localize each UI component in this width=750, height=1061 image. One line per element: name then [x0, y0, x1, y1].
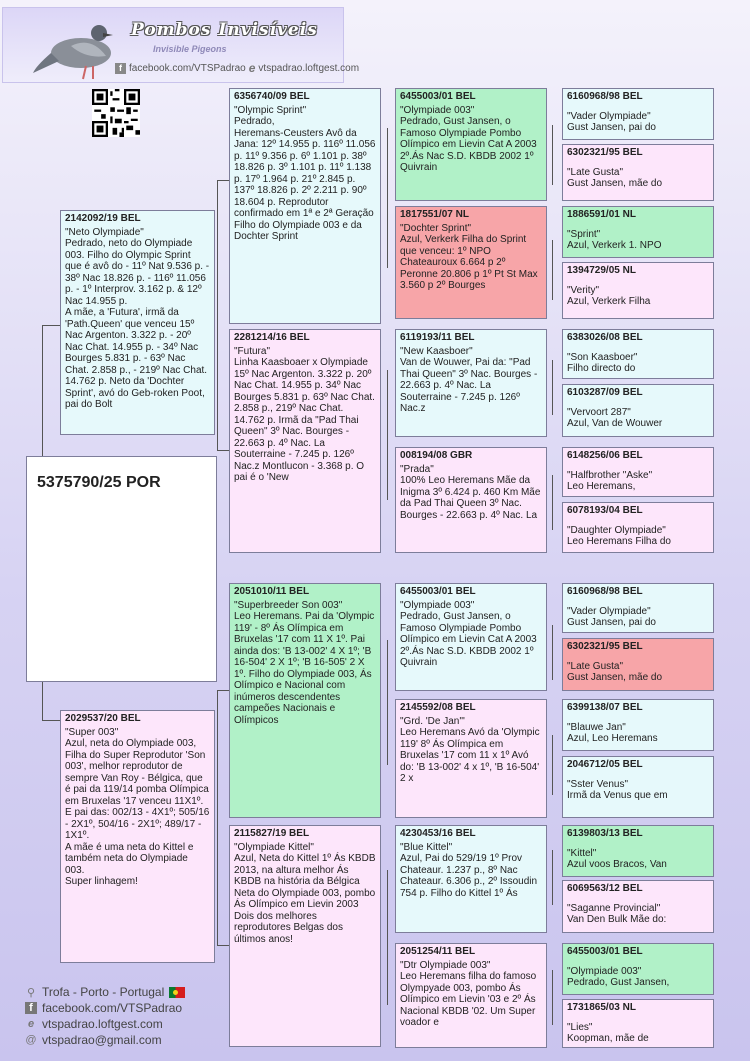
connector [217, 180, 229, 181]
pedigree-text: "Superbreeder Son 003" Leo Heremans. Pai da 'Olympic 119' - 8º Ás Olímpica em Bruxelas '17 com 11 X 1º. Pai ainda dos: 'B 13-002' 4 X 1º; 'B 16-504' 2 X 1º; 'B 16-505' 2 X 1º. Filho do Olympiade 003, Ás Olímpico e Nacional com inúmeros descendentes campeões Nacionais e Olímpicos [234, 599, 375, 726]
pedigree-ring: 6302321/95 BEL [567, 147, 643, 158]
pedigree-text: "Lies" Koopman, mãe de [567, 1021, 649, 1044]
web-icon: e [27, 1018, 35, 1030]
contact-block [25, 984, 225, 1048]
pedigree-ring: 6139803/13 BEL [567, 828, 643, 839]
pedigree-ring: 6383026/08 BEL [567, 332, 643, 343]
contact-location [25, 984, 225, 1000]
facebook-icon: f [25, 1002, 37, 1014]
connector [552, 240, 553, 300]
pedigree-text: "Son Kaasboer" Filho directo do [567, 351, 638, 374]
pedigree-card-g2-3[interactable] [229, 583, 381, 818]
connector [217, 180, 218, 450]
pedigree-ring: 2051254/11 BEL [400, 946, 476, 957]
pedigree-card-g4-1[interactable] [562, 88, 714, 140]
contact-email[interactable] [25, 1032, 225, 1048]
pedigree-text: "Verity" Azul, Verkerk Filha [567, 284, 651, 307]
connector [552, 735, 553, 795]
pedigree-text: "Grd. 'De Jan'" Leo Heremans Avó da 'Olympic 119' 8º Ás Olímpica em Bruxelas '17 com 11 x 1º Avó do: 'B 13-002' 4 x 1º, 'B 16-504' 2 x [400, 715, 540, 784]
email-at-icon: @ [25, 1034, 37, 1046]
pedigree-ring: 1731865/03 NL [567, 1002, 636, 1013]
connector [217, 945, 229, 946]
pedigree-card-g4-8[interactable] [562, 502, 714, 553]
pedigree-text: "Super 003" Azul, neta do Olympiade 003, Filha do Super Reprodutor 'Son 003', melhor reprodutor de sempre Van Roy - Bélgica, que é pai da 119/14 pomba Olímpica em Bruxelas '17 venceu 11X1º. E pai das: 002/13 - 4X1º; 505/16 - 2X1º, 504/16 - 2X1º; 489/17 - 1X1º. A mãe é uma neta do Kittel e também neta do Olympiade 003. Super linhagem! [65, 726, 210, 887]
pedigree-card-g4-10[interactable] [562, 638, 714, 691]
connector [387, 128, 388, 268]
pedigree-ring: 6160968/98 BEL [567, 586, 643, 597]
pedigree-text: "Dochter Sprint" Azul, Verkerk Filha do Sprint que venceu: 1º NPO Chateauroux 6.664 p 2º Peronne 20.806 p 1º Pt St Max 3.560 p 2º Bourges [400, 222, 538, 291]
pedigree-ring: 1394729/05 NL [567, 265, 636, 276]
pedigree-text: "Halfbrother "Aske" Leo Heremans, [567, 469, 653, 492]
pedigree-ring: 2281214/16 BEL [234, 332, 310, 343]
pedigree-card-g2-1[interactable] [229, 88, 381, 324]
pedigree-card-g4-16[interactable] [562, 999, 714, 1048]
pedigree-card-dam[interactable] [60, 710, 215, 963]
brand-subtitle: Invisible Pigeons [153, 44, 227, 54]
pedigree-text: "Olympiade 003" Pedrado, Gust Jansen, [567, 965, 670, 988]
pedigree-text: "Daughter Olympiade" Leo Heremans Filha do [567, 524, 671, 547]
pedigree-text: "Sster Venus" Irmã da Venus que em [567, 778, 668, 801]
brand-social [115, 61, 359, 75]
pedigree-text: "Olympiade Kittel" Azul, Neta do Kittel 1º Ás KBDB 2013, na altura melhor Ás KBDB na história da Bélgica Neta do Olympiade 003, pombo Ás Olímpico em Lievin 2003 Dois dos melhores reprodutores Belgas dos últimos anos! [234, 841, 376, 945]
pedigree-text: "Kittel" Azul voos Bracos, Van [567, 847, 667, 870]
pedigree-text: "Neto Olympiade" Pedrado, neto do Olympiade 003. Filho do Olympic Sprint que é avô do - 11º Nat 9.536 p. - 38º Nac 18.826 p. - 116º 11.056 p. - 1º Interprov. 3.162 p. & 12º Nac 14.955 p. A mãe, a 'Futura', irmã da 'Path.Queen' que venceu 15º Nac Argenton. 3.322 p. - 20º Nac Chat. 14.955 p. - 34º Nac Bourges 5.831 p. - 63º Nac Chat. 2.858 p., - 219º Nac Chat. 14.762 p. Neto da 'Dochter Sprint', avó do Geb-roken Poot, pai do Bolt [65, 226, 210, 410]
pedigree-card-g4-6[interactable] [562, 384, 714, 437]
pedigree-ring: 2142092/19 BEL [65, 213, 141, 224]
contact-facebook[interactable] [25, 1000, 225, 1016]
connector [552, 475, 553, 530]
header-website[interactable]: vtspadrao.loftgest.com [258, 62, 360, 74]
pedigree-text: "Dtr Olympiade 003" Leo Heremans filha do famoso Olympyade 003, pombo Ás Olímpico em Lievin '03 e 2º Ás Nacional KBDB '02. Um Super voador e [400, 959, 537, 1028]
pedigree-text: "Prada" 100% Leo Heremans Mãe da Inigma 3º 6.424 p. 460 Km Mãe da Pad Thai Queen 3º Nac. Bourges - 22.663 p. 4º Nac. La [400, 463, 541, 521]
pedigree-card-g3-2[interactable] [395, 206, 547, 319]
pedigree-card-g4-3[interactable] [562, 206, 714, 258]
pedigree-ring: 6148256/06 BEL [567, 450, 643, 461]
connector [387, 370, 388, 500]
pedigree-text: "Vader Olympiade" Gust Jansen, pai do [567, 605, 656, 628]
pedigree-ring: 6455003/01 BEL [400, 586, 476, 597]
web-icon: e [248, 61, 256, 75]
pedigree-card-g4-7[interactable] [562, 447, 714, 497]
subject-ring: 5375790/25 POR [37, 474, 161, 491]
contact-website-text[interactable]: vtspadrao.loftgest.com [42, 1017, 163, 1031]
pedigree-card-g4-15[interactable] [562, 943, 714, 995]
pedigree-ring: 2115827/19 BEL [234, 828, 310, 839]
pedigree-ring: 6119193/11 BEL [400, 332, 475, 343]
connector [217, 690, 229, 691]
connector [217, 690, 218, 945]
connector [387, 870, 388, 1005]
connector [387, 640, 388, 765]
pedigree-card-g3-6[interactable] [395, 699, 547, 818]
connector [42, 720, 60, 721]
pedigree-text: "New Kaasboer" Van de Wouwer, Pai da: "Pad Thai Queen" 3º Nac. Bourges - 22.663 p. 4º Nac. La Souterraine - 7.245 p. 126º Nac.z [400, 345, 538, 414]
pedigree-card-sire[interactable] [60, 210, 215, 435]
pedigree-card-g3-4[interactable] [395, 447, 547, 553]
pedigree-ring: 6302321/95 BEL [567, 641, 643, 652]
location-pin-icon: ⚲ [26, 986, 36, 999]
pedigree-text: "Late Gusta" Gust Jansen, mãe do [567, 660, 663, 683]
pedigree-ring: 6103287/09 BEL [567, 387, 643, 398]
pedigree-text: "Blue Kittel" Azul, Pai do 529/19 1º Prov Chateaur. 1.237 p., 8º Nac Chateaur. 6.306 p., 2º Issoudin 754 p. Filho do Kittel 1º Ás [400, 841, 538, 899]
contact-website[interactable] [25, 1016, 225, 1032]
pedigree-card-g3-1[interactable] [395, 88, 547, 201]
pedigree-ring: 6455003/01 BEL [400, 91, 476, 102]
pedigree-ring: 6069563/12 BEL [567, 883, 643, 894]
contact-facebook-text[interactable]: facebook.com/VTSPadrao [42, 1001, 183, 1015]
pedigree-card-g3-5[interactable] [395, 583, 547, 691]
pedigree-card-g4-14[interactable] [562, 880, 714, 933]
pedigree-text: "Vervoort 287" Azul, Van de Wouwer [567, 406, 663, 429]
pedigree-card-g3-7[interactable] [395, 825, 547, 933]
pedigree-ring: 4230453/16 BEL [400, 828, 476, 839]
pedigree-text: "Olympic Sprint" Pedrado, Heremans-Ceusters Avô da Jana: 12º 14.955 p. 116º 11.056 p. 11º 9.356 p. 6º 1.101 p. 38º 18.826 p. 3º 1.101 p. 11º 1.138 p. 17º 1.964 p. 21º 2.845 p. 137º 18.826 p. 2º 2.211 p. 90º 18.604 p. Reprodutor confirmado em 1ª e 2ª Geração Filho do Olympiade 003 e da Dochter Sprint [234, 104, 376, 242]
connector [552, 850, 553, 905]
pedigree-ring: 2046712/05 BEL [567, 759, 643, 770]
connector [552, 970, 553, 1025]
pedigree-card-g4-11[interactable] [562, 699, 714, 751]
contact-email-text[interactable]: vtspadrao@gmail.com [42, 1033, 162, 1047]
pedigree-ring: 6078193/04 BEL [567, 505, 643, 516]
pedigree-card-g3-8[interactable] [395, 943, 547, 1048]
pedigree-ring: 1886591/01 NL [567, 209, 636, 220]
pedigree-text: "Late Gusta" Gust Jansen, mãe do [567, 166, 663, 189]
connector [552, 360, 553, 415]
pedigree-card-g4-13[interactable] [562, 825, 714, 877]
pedigree-text: "Olympiade 003" Pedrado, Gust Jansen, o Famoso Olympiade Pombo Olímpico em Lievin Cat A 2003 2º.Ás Nac S.D. KBDB 2002 1º Quivrain [400, 599, 537, 668]
subject-box[interactable] [26, 456, 217, 682]
pedigree-ring: 2029537/20 BEL [65, 713, 141, 724]
pedigree-card-g4-5[interactable] [562, 329, 714, 379]
facebook-icon: f [115, 63, 126, 74]
pedigree-ring: 6399138/07 BEL [567, 702, 643, 713]
pedigree-text: "Olympiade 003" Pedrado, Gust Jansen, o Famoso Olympiade Pombo Olímpico em Lievin Cat A 2003 2º.Ás Nac S.D. KBDB 2002 1º Quivrain [400, 104, 537, 173]
pedigree-ring: 6356740/09 BEL [234, 91, 310, 102]
pedigree-text: "Blauwe Jan" Azul, Leo Heremans [567, 721, 658, 744]
pedigree-text: "Saganne Provincial" Van Den Bulk Mãe do: [567, 902, 667, 925]
pedigree-text: "Sprint" Azul, Verkerk 1. NPO [567, 228, 662, 251]
pedigree-card-g4-12[interactable] [562, 756, 714, 818]
brand-title: Pombos Invisíveis [131, 20, 318, 40]
pedigree-card-g3-3[interactable] [395, 329, 547, 437]
pedigree-card-g4-2[interactable] [562, 144, 714, 201]
pedigree-text: "Futura" Linha Kaasboaer x Olympiade 15º Nac Argenton. 3.322 p. 20º Nac Chat. 14.955 p. 34º Nac Bourges 5.831 p. 63º Nac Chat. 2.858 p., 219º Nac Chat. 14.762 p. Irmã da "Pad Thai Queen" 3º Nac. Bourges - 22.663 p. 4º Nac. La Souterraine - 7.245 p. 126º Nac.z Montlucon - 3.368 p. O pai é o 'New [234, 345, 375, 483]
pedigree-ring: 2051010/11 BEL [234, 586, 310, 597]
pedigree-ring: 6455003/01 BEL [567, 946, 643, 957]
brand-logo [2, 7, 360, 83]
pedigree-ring: 6160968/98 BEL [567, 91, 643, 102]
contact-location-text: Trofa - Porto - Portugal [42, 985, 165, 999]
portugal-flag-icon [169, 987, 185, 998]
pedigree-ring: 2145592/08 BEL [400, 702, 476, 713]
connector [42, 325, 60, 326]
pedigree-card-g4-9[interactable] [562, 583, 714, 633]
connector [552, 625, 553, 680]
pedigree-ring: 008194/08 GBR [400, 450, 473, 461]
pedigree-card-g2-4[interactable] [229, 825, 381, 1047]
pedigree-ring: 1817551/07 NL [400, 209, 469, 220]
pedigree-text: "Vader Olympiade" Gust Jansen, pai do [567, 110, 656, 133]
header-facebook[interactable]: facebook.com/VTSPadrao [129, 62, 246, 74]
qr-code[interactable] [92, 89, 140, 137]
pedigree-card-g4-4[interactable] [562, 262, 714, 319]
connector [217, 450, 229, 451]
pedigree-card-g2-2[interactable] [229, 329, 381, 553]
connector [552, 125, 553, 185]
